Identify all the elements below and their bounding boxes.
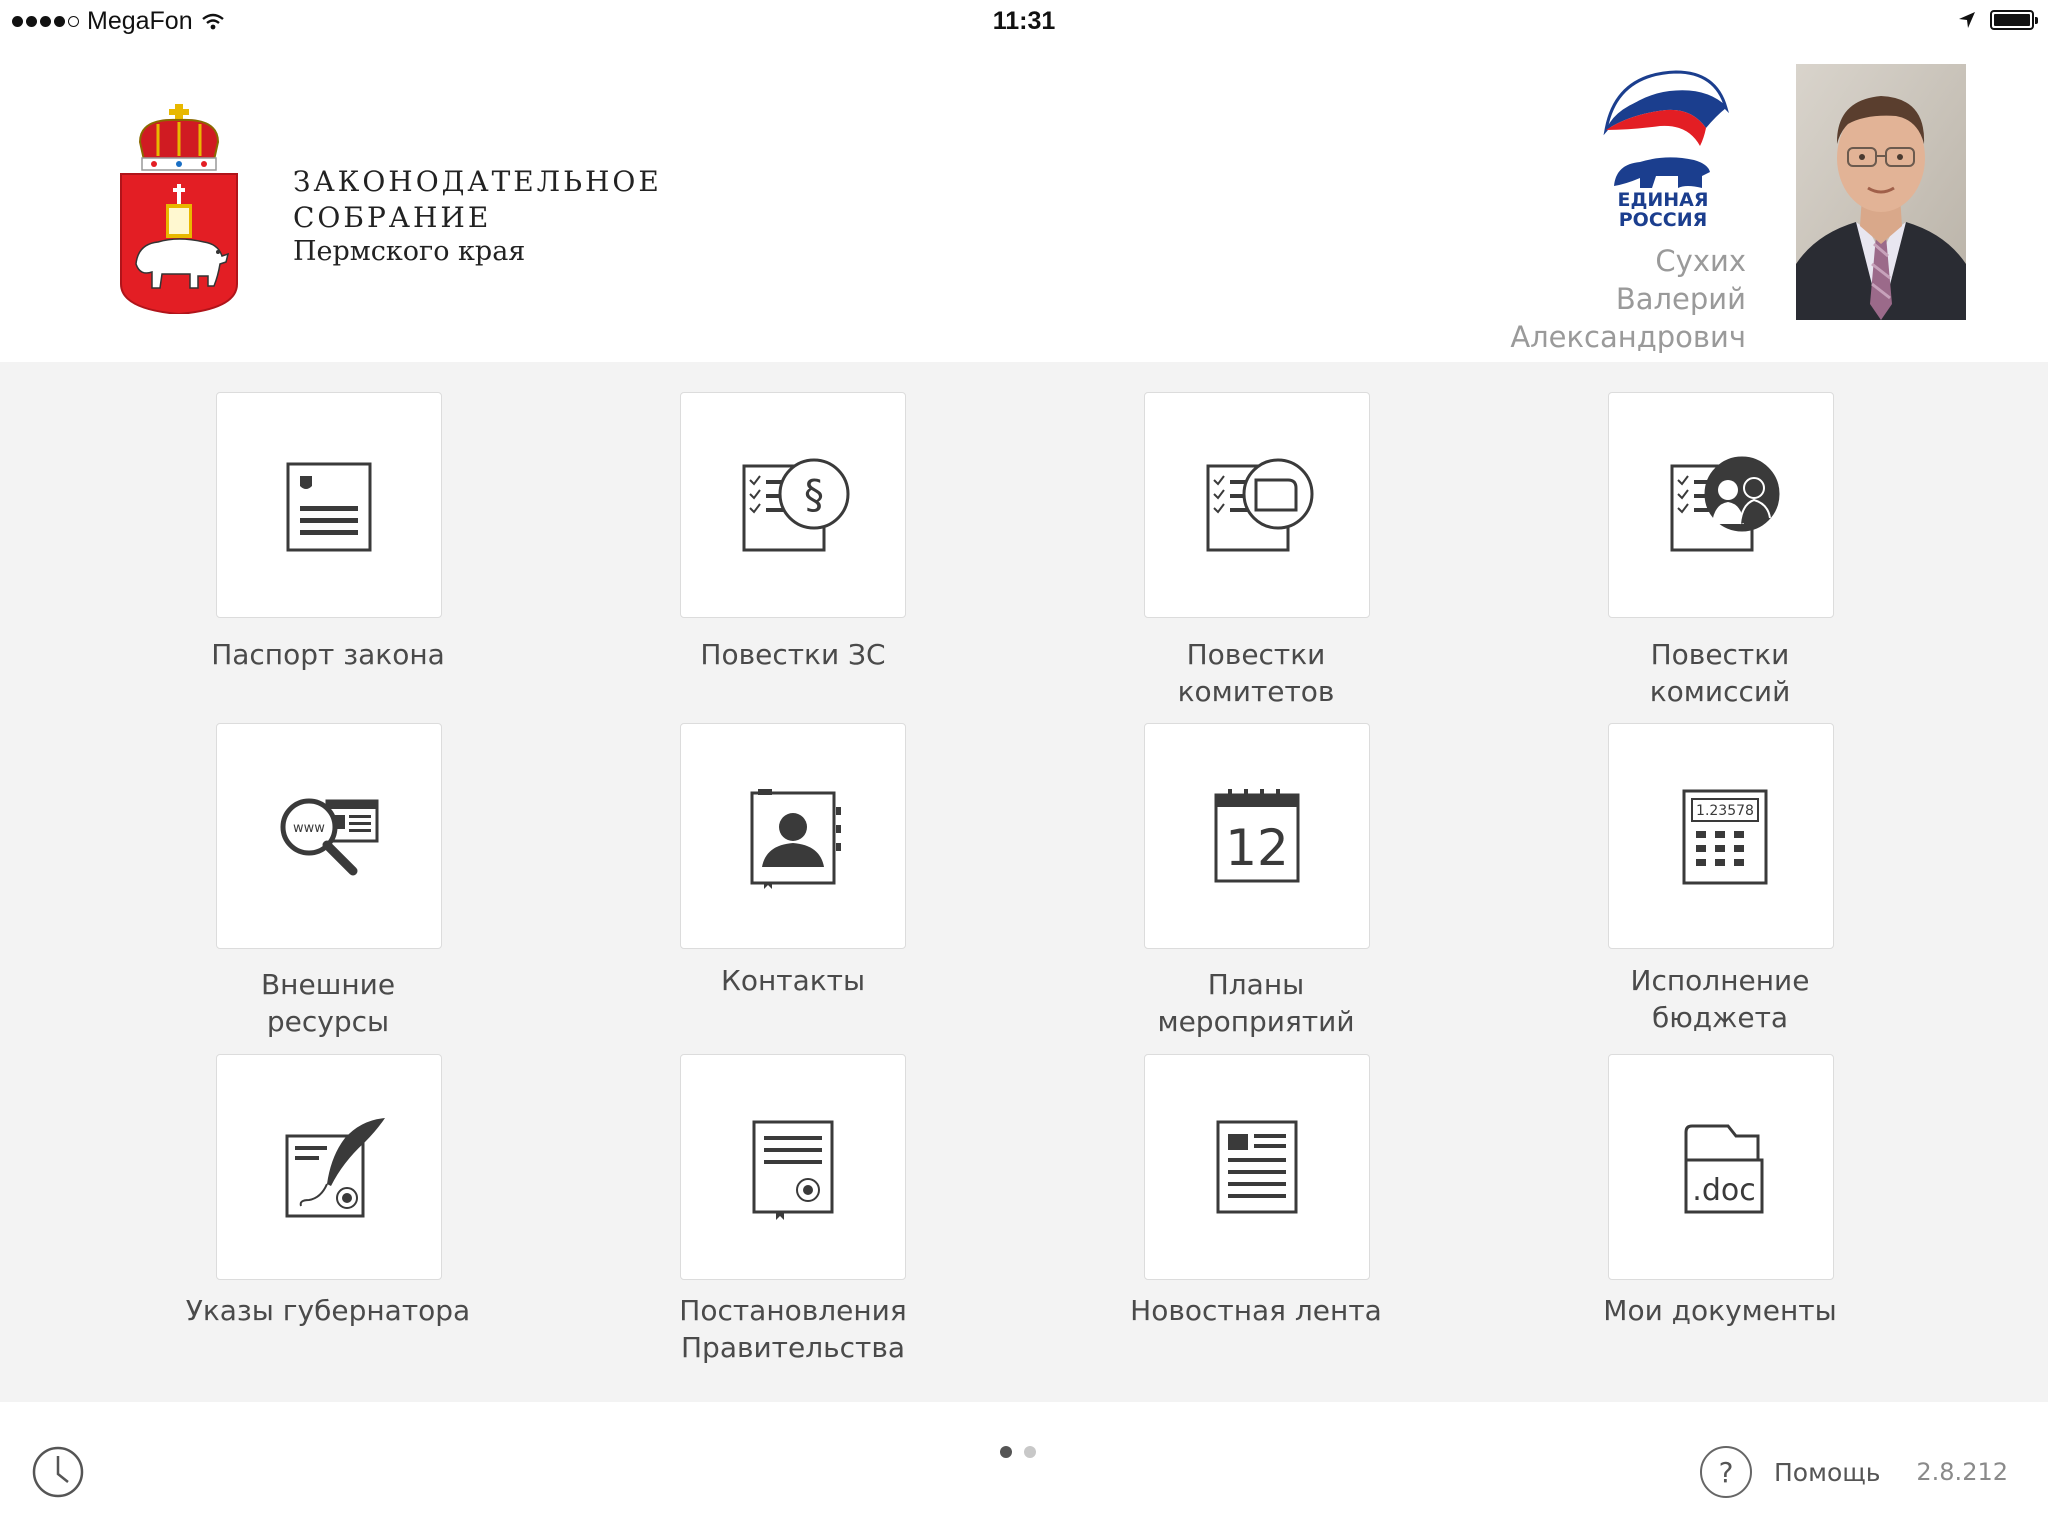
org-title-line1: ЗАКОНОДАТЕЛЬНОЕ	[293, 165, 662, 198]
tile-committee-agenda[interactable]	[1144, 392, 1370, 618]
tile-label-event-plans: Планы мероприятий	[1157, 968, 1355, 1038]
commission-agenda-icon	[1656, 450, 1786, 560]
tile-label-committee-agenda: Повестки комитетов	[1177, 638, 1335, 708]
tile-contacts[interactable]	[680, 723, 906, 949]
tile-label-government-resolutions: Постановления Правительства	[679, 1294, 907, 1364]
party-name-line2: РОССИЯ	[1618, 209, 1708, 228]
doc-file-icon	[1666, 1112, 1776, 1222]
external-resources-icon	[269, 781, 389, 891]
battery-icon	[1990, 10, 2034, 30]
deputy-photo	[1796, 64, 1966, 320]
footer	[0, 1402, 2048, 1536]
status-time: 11:31	[992, 7, 1056, 35]
perm-coat-of-arms-icon	[118, 104, 240, 314]
header	[0, 44, 2048, 362]
svg-text:§: §	[804, 472, 824, 518]
org-title-line2: СОБРАНИЕ	[293, 201, 492, 234]
party-name-line1: ЕДИНАЯ	[1617, 189, 1709, 211]
law-passport-icon	[274, 450, 384, 560]
page-dot-2[interactable]	[1024, 1446, 1036, 1458]
quill-decree-icon	[269, 1112, 389, 1222]
tile-label-contacts: Контакты	[720, 964, 866, 997]
carrier-name: MegaFon	[87, 7, 193, 35]
tile-budget-execution[interactable]	[1608, 723, 1834, 949]
tile-external-resources[interactable]	[216, 723, 442, 949]
calendar-day-text: 12	[1225, 819, 1289, 877]
help-button[interactable]	[1700, 1446, 1881, 1498]
tile-label-commission-agenda: Повестки комиссий	[1649, 638, 1791, 708]
status-right	[1958, 10, 2034, 30]
calendar-icon	[1202, 781, 1312, 891]
app-version: 2.8.212	[1916, 1458, 2008, 1486]
committee-agenda-icon	[1192, 450, 1322, 560]
location-arrow-icon	[1958, 11, 1976, 29]
help-icon: ?	[1700, 1446, 1752, 1498]
history-clock-icon[interactable]	[32, 1446, 84, 1498]
deputy-name	[1510, 242, 1746, 356]
tile-governor-decrees[interactable]	[216, 1054, 442, 1280]
doc-extension-text: .doc	[1692, 1173, 1756, 1208]
tile-government-resolutions[interactable]	[680, 1054, 906, 1280]
calculator-display-text: 1.23578	[1696, 803, 1754, 819]
united-russia-logo	[1596, 68, 1730, 228]
tile-my-documents[interactable]	[1608, 1054, 1834, 1280]
tile-law-passport[interactable]	[216, 392, 442, 618]
tile-news-feed[interactable]	[1144, 1054, 1370, 1280]
status-bar	[0, 0, 2048, 44]
page-dot-1[interactable]	[1000, 1446, 1012, 1458]
deputy-first-name: Валерий	[1615, 282, 1746, 316]
deputy-surname: Сухих	[1655, 244, 1746, 278]
tile-label-news-feed: Новостная лента	[1130, 1294, 1382, 1327]
newspaper-icon	[1202, 1112, 1312, 1222]
tile-assembly-agenda[interactable]	[680, 392, 906, 618]
www-text: www	[293, 821, 325, 836]
page-indicator[interactable]	[1000, 1446, 1036, 1458]
tile-label-governor-decrees: Указы губернатора	[185, 1294, 471, 1327]
help-label: Помощь	[1774, 1457, 1881, 1487]
tile-label-law-passport: Паспорт закона	[211, 638, 445, 671]
organization-title	[293, 164, 662, 268]
tile-commission-agenda[interactable]	[1608, 392, 1834, 618]
deputy-patronymic: Александрович	[1510, 320, 1746, 354]
tile-label-external-resources: Внешние ресурсы	[260, 968, 396, 1038]
tile-label-budget-execution: Исполнение бюджета	[1630, 964, 1810, 1034]
tile-label-my-documents: Мои документы	[1603, 1294, 1837, 1327]
org-title-line3: Пермского края	[293, 236, 526, 267]
tile-event-plans[interactable]	[1144, 723, 1370, 949]
assembly-agenda-icon	[728, 450, 858, 560]
calculator-icon	[1666, 781, 1776, 891]
contacts-icon	[738, 781, 848, 891]
apps-grid	[0, 362, 2048, 1402]
government-resolution-icon	[738, 1112, 848, 1222]
tile-label-assembly-agenda: Повестки ЗС	[700, 638, 886, 671]
